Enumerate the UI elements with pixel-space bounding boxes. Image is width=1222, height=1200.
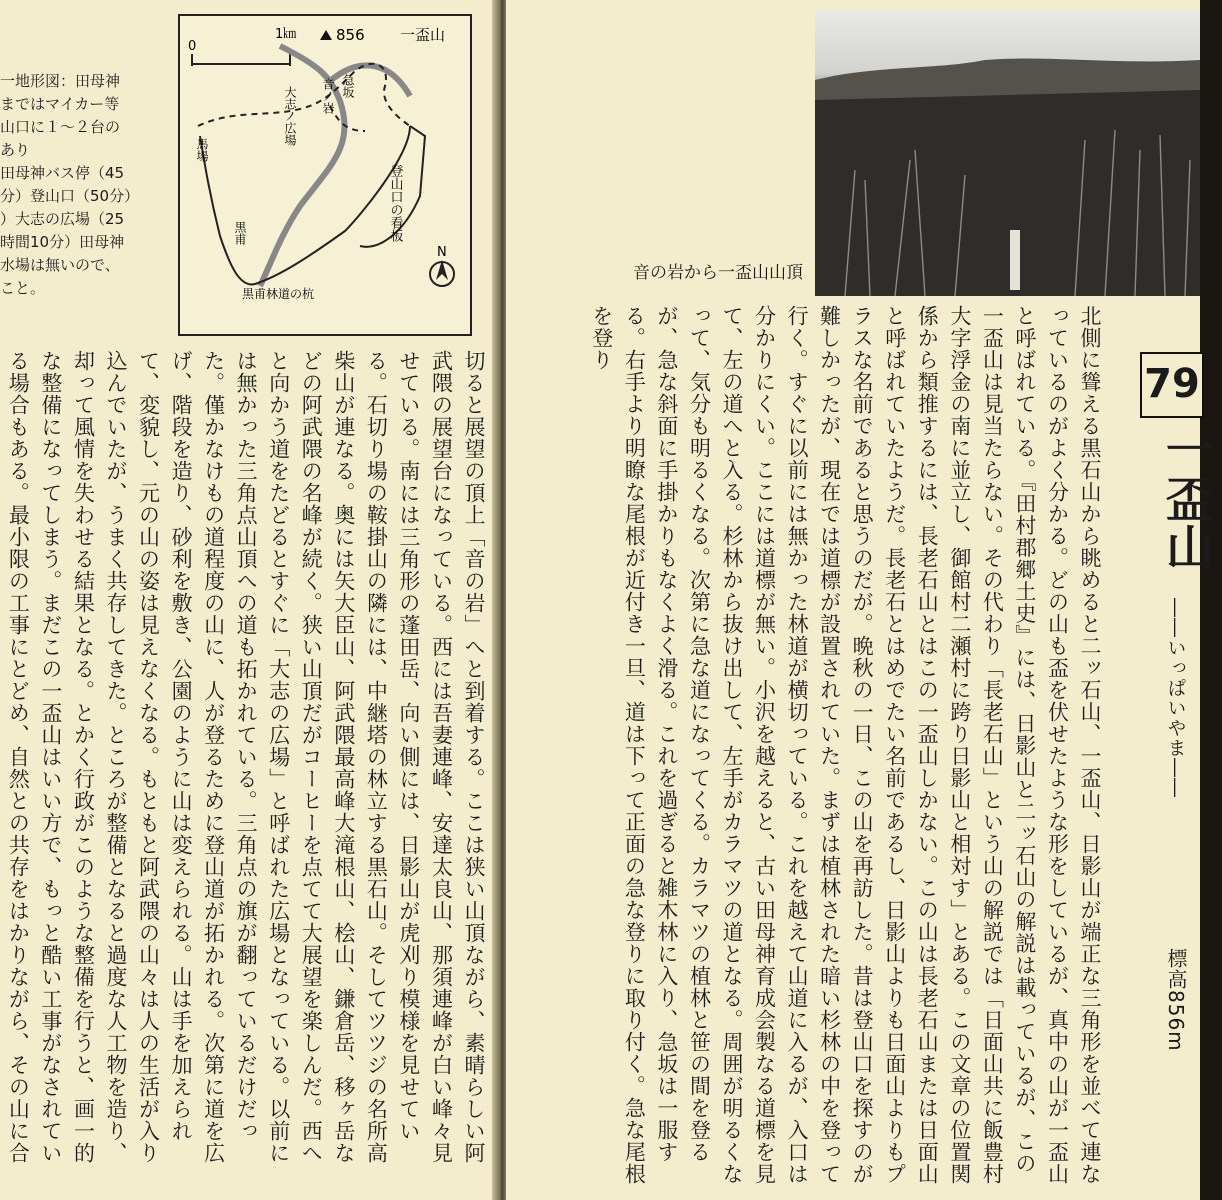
summit-triangle-icon: [320, 30, 332, 40]
label-kurobo: 黒甫: [233, 221, 247, 245]
photo-caption: 音の岩から一盃山山頂: [633, 263, 803, 283]
mountain-name: 一盃山: [1157, 425, 1214, 572]
label-baba: 馬場: [195, 138, 209, 162]
info-line: まではマイカー等: [0, 95, 120, 113]
route-map-drawing: [180, 16, 470, 334]
info-line: 時間10分）田母神: [0, 233, 125, 251]
info-line: 水場は無いので、: [0, 256, 120, 274]
label-rindo: 黒甫林道の杭: [242, 287, 315, 301]
info-line: 田母神バス停（45: [0, 164, 125, 182]
summit-photo: [815, 10, 1200, 296]
route-map: [178, 14, 472, 336]
left-page: [0, 0, 496, 1200]
route-info: [0, 70, 170, 300]
north-label: N: [437, 245, 447, 260]
info-line: こと。: [0, 279, 46, 297]
summit-name: 一盃山: [400, 26, 446, 44]
info-line: 山口に１〜２台の: [0, 118, 121, 136]
scale-km: 1㎞: [275, 27, 297, 42]
body-text-left: 切ると展望の頂上「音の岩」へと到着する。ここは狭い山頂ながら、素晴らしい阿武隈の展望台になっている。西には吾妻連峰、安達太良山、那須連峰が白い峰々見せている。南には三角形の蓬田岳、向い側には、日影山が虎刈り模様を見せている。石切り場の鞍掛山の隣には、中継塔の林立する黒石山。そしてツツジの名所高柴山が連なる。奥には矢大臣山、阿武隈最高峰大滝根山、桧山、鎌倉岳、移ヶ岳などの阿武隈の名峰が続く。狭い山頂だがコーヒーを点てて大展望を楽しんだ。西へと向かう道をたどるとすぐに「大志の広場」と呼ばれた広場となっている。以前には無かった三角点山頂への道も拓かれている。三角点の旗が翻っているだけだった。僅かなけもの道程度の山に、人が登るために登山道が拓かれる。次第に道を広げ、階段を造り、砂利を敷き、公園のように山は変えられる。山は手を加えられて、変貌し、元の山の姿は見えなくなる。もともと阿武隈の山々は人の生活が入り込んでいたが、うまく共存してきた。ところが整備となると過度な人工物を造り、却って風情を失わせる結果となる。とかく行政がこのような整備を行うと、画一的な整備になってしまう。まだこの一盃山はいい方で、もっと酷い工事がなされている場合もある。最小限の工事にとどめ、自然との共存をはかりながら、その山に合: [6, 350, 486, 1164]
elevation: 標高856m: [1164, 948, 1188, 1052]
label-otonoiwa: 音ノ岩: [321, 78, 335, 114]
label-tozanguchi: 登山口の看板: [387, 164, 403, 242]
label-kyuhan: 急坂: [341, 74, 355, 98]
summit-elevation: 856: [336, 26, 365, 44]
mountain-reading: ――いっぱいやま――: [1164, 598, 1187, 798]
scale-zero: 0: [188, 39, 197, 54]
photo-scene: [815, 10, 1200, 296]
info-line: ）大志の広場（25: [0, 210, 125, 228]
info-line: 分）登山口（50分）: [0, 187, 140, 205]
label-taishi: 大志ノ広場: [283, 86, 297, 146]
info-line: 一地形図：田母神: [0, 72, 121, 90]
course-number: 79: [1140, 352, 1204, 418]
info-line: あり: [0, 141, 31, 159]
body-text-right: 北側に聳える黒石山から眺めると二ッ石山、一盃山、日影山が端正な三角形を並べて連なっているのがよく分かる。どの山も盃を伏せたような形をしているが、真中の山が一盃山と呼ばれている。『田村郡郷土史』には、日影山と二ッ石山の解説は載っているが、この一盃山は見当たらない。その代わり「長老石山」という山の解説では「日面山共に飯豊村大字浮金の南に並立し、御館村二瀬村に跨り日影山と相対す」とある。この文章の位置関係から類推するには、長老石山とはこの一盃山しかない。この山は長老石山または日面山と呼ばれていたようだ。長老石とはめでたい名前であるし、日影山よりも日面山よりもプラスな名前であると思うのだが。晩秋の一日、この山を再訪した。昔は登山口を探すのが難しかったが、現在では道標が設置されていた。まずは植林された暗い杉林の中を登って行く。すぐに以前には無かった林道が横切っている。これを越えて山道に入るが、入口は分かりにくい。ここには道標が無い。小沢を越えると、古い田母神育成会製なる道標を見て、左の道へと入る。杉林から抜け出して、左手がカラマツの道となる。周囲が明るくなって、気分も明るくなる。次第に急な道になってくる。カラマツの植林と笹の間を登るが、急な斜面に手掛かりもなくよく滑る。これを過ぎると雑木林に入り、急坂は一服する。右手より明瞭な尾根が近付き一旦、道は下って正面の急な登りに取り付く。急な尾根を登り: [589, 305, 1102, 1185]
